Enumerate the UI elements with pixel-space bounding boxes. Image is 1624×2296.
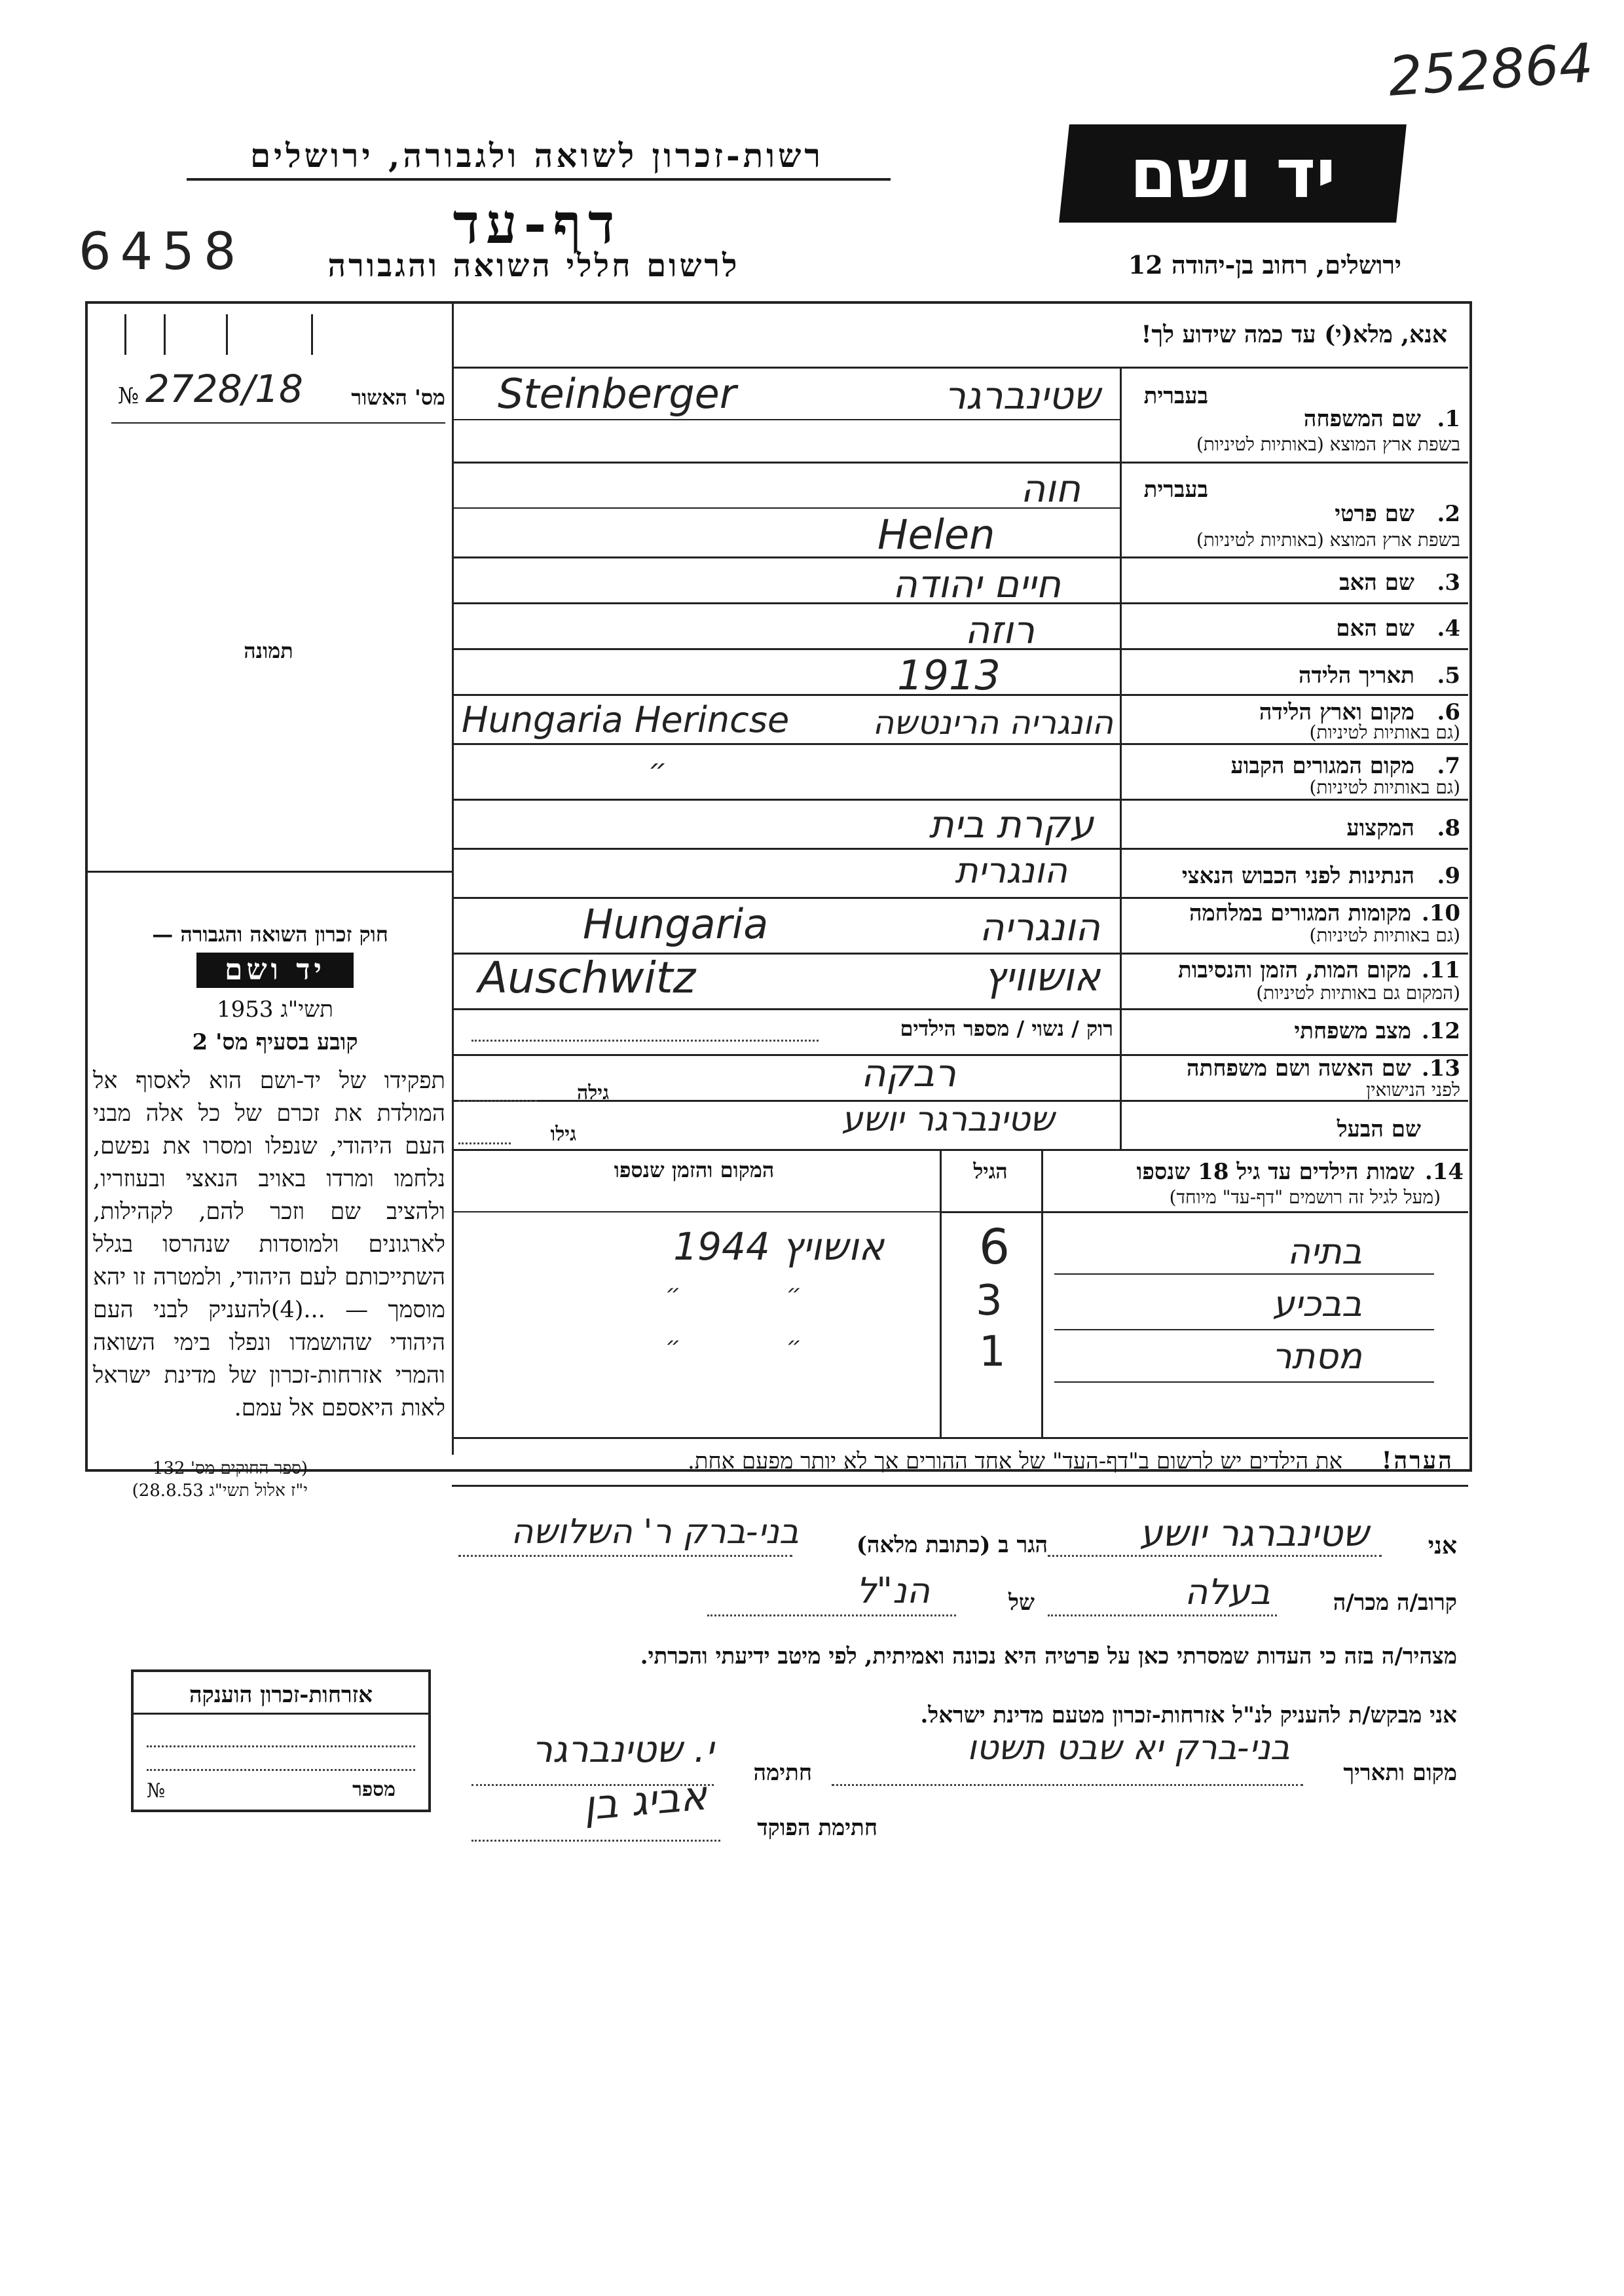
field-10-latin-value: Hungaria bbox=[583, 900, 769, 948]
field-2-hebrew-value: חוה bbox=[1020, 466, 1080, 511]
institution-name: רשות-זכרון לשואה ולגבורה, ירושלים bbox=[249, 136, 824, 175]
field-8-label: המקצוע bbox=[1346, 815, 1414, 841]
approval-tick bbox=[164, 314, 166, 355]
field-7-sublabel: (גם באותיות לטיניות) bbox=[1309, 776, 1460, 798]
declaration-ani: אני bbox=[1428, 1532, 1457, 1559]
officer-value: אביג בן bbox=[581, 1771, 709, 1830]
instruction-text: אנא, מלא(י) עד כמה שידוע לך! bbox=[1141, 321, 1447, 348]
law-clause: קובע בסעיף מס' 2 bbox=[192, 1029, 358, 1055]
form-number: 6458 bbox=[79, 223, 246, 282]
field-7-value: ״ bbox=[648, 753, 667, 786]
children-col-divider bbox=[1041, 1149, 1043, 1437]
field-2-label: שם פרטי bbox=[1335, 501, 1414, 527]
law-citation-2: י"ז אלול תשי"ג 28.8.53) bbox=[132, 1481, 308, 1501]
child-row-rule bbox=[1054, 1381, 1434, 1383]
of-dots bbox=[707, 1614, 956, 1616]
field-13-age-label: גילה bbox=[576, 1082, 609, 1104]
field-6-sublabel: (גם באותיות לטיניות) bbox=[1309, 721, 1460, 743]
officer-label: חתימת הפוקד bbox=[757, 1815, 877, 1841]
of-value: הנ"ל bbox=[856, 1570, 930, 1611]
law-heading: חוק זכרון השואה והגבורה — bbox=[152, 922, 388, 947]
field-13-value: רבקה bbox=[860, 1051, 956, 1095]
declaration-living-label: הגר ב (כתובת מלאה) bbox=[856, 1532, 1048, 1558]
left-column-divider bbox=[452, 302, 454, 1455]
field-13-sublabel: לפני הנישואין bbox=[1366, 1079, 1460, 1101]
row-rule bbox=[452, 897, 1468, 899]
place-date-dots bbox=[832, 1784, 1303, 1786]
institution-underline bbox=[187, 178, 891, 181]
field-8-number: 8. bbox=[1437, 815, 1460, 841]
note-top-rule bbox=[452, 1437, 1468, 1439]
place-date-value: בני-ברק יא שבט תשטו bbox=[967, 1728, 1290, 1768]
address: ירושלים, רחוב בן-יהודה 12 bbox=[1128, 250, 1401, 280]
photo-label: תמונה bbox=[244, 638, 293, 663]
field-2-hebrew-tag: בעברית bbox=[1143, 477, 1208, 503]
citizenship-box-number-label: מספר bbox=[352, 1778, 396, 1801]
row-rule bbox=[452, 1008, 1468, 1010]
child-place: ״ ״ bbox=[665, 1332, 802, 1359]
field-2-sublabel: בשפת ארץ המוצא (באותיות לטיניות) bbox=[1196, 529, 1460, 551]
field-8-value: עקרת בית bbox=[929, 802, 1094, 847]
approval-label: מס' האשור bbox=[351, 385, 445, 410]
field-4-value: רוזה bbox=[965, 608, 1035, 652]
approval-no-sign: № bbox=[118, 383, 139, 409]
field-3-label: שם האב bbox=[1339, 570, 1414, 596]
note-bottom-rule bbox=[452, 1485, 1468, 1487]
declaration-address-dots bbox=[458, 1555, 792, 1557]
field-6-label: מקום וארץ הלידה bbox=[1259, 699, 1414, 725]
children-subtitle: (מעל לגיל זה רושמים "דף-עד" מיוחד) bbox=[1169, 1186, 1441, 1208]
law-logo: יד ושם bbox=[196, 953, 354, 988]
field-2-number: 2. bbox=[1437, 501, 1460, 527]
law-citation-1: (ספר החוקים מס' 132 bbox=[152, 1459, 308, 1478]
children-header-rule bbox=[452, 1211, 940, 1212]
field-10-hebrew-value: הונגריה bbox=[979, 905, 1100, 949]
note-label: הערה! bbox=[1381, 1447, 1454, 1474]
row-rule bbox=[452, 799, 1468, 801]
field-12-number: 12. bbox=[1421, 1018, 1460, 1044]
yad-vashem-logo bbox=[1059, 124, 1407, 223]
field-11-number: 11. bbox=[1421, 957, 1460, 983]
field-5-value: 1913 bbox=[897, 651, 1001, 699]
photo-bottom-rule bbox=[86, 871, 453, 873]
child-age: 1 bbox=[979, 1328, 1006, 1376]
field-6-hebrew-value: הונגריה הרינטשה bbox=[872, 704, 1113, 742]
child-age: 6 bbox=[979, 1219, 1010, 1275]
field-10-number: 10. bbox=[1421, 900, 1460, 926]
form-title: דף-עד bbox=[452, 191, 621, 256]
child-place: ״ ״ bbox=[665, 1280, 802, 1307]
logo-text: יד ושם bbox=[1130, 134, 1336, 213]
declaration-name-dots bbox=[1048, 1555, 1382, 1557]
field-9-label: הנתינות לפני הכבוש הנאצי bbox=[1181, 863, 1414, 889]
place-date-label: מקום ותאריך bbox=[1343, 1760, 1457, 1786]
child-place: אושויץ 1944 bbox=[673, 1224, 884, 1269]
declaration-name: שטינברגר יושע bbox=[1139, 1512, 1369, 1555]
field-1-label: שם המשפחה bbox=[1303, 406, 1421, 432]
field-12-dotted-line bbox=[471, 1040, 819, 1042]
field-3-number: 3. bbox=[1437, 570, 1460, 596]
citizenship-box-dots bbox=[147, 1745, 415, 1747]
field-3-value: חיים יהודה bbox=[893, 562, 1061, 606]
field-7-number: 7. bbox=[1437, 753, 1460, 779]
approval-tick bbox=[124, 314, 126, 355]
officer-dots bbox=[471, 1840, 720, 1842]
field-11-sublabel: (המקום גם באותיות לטיניות) bbox=[1256, 982, 1460, 1004]
signature-value: י. שטינברגר bbox=[532, 1728, 714, 1771]
signature-label: חתימה bbox=[753, 1760, 812, 1786]
relation-dots bbox=[1048, 1614, 1277, 1616]
field-11-latin-value: Auschwitz bbox=[478, 953, 696, 1003]
children-age-header: הגיל bbox=[973, 1159, 1008, 1184]
field-11-hebrew-value: אושוויץ bbox=[984, 955, 1100, 1000]
child-row-rule bbox=[1054, 1329, 1434, 1330]
relation-value: בעלה bbox=[1185, 1571, 1270, 1613]
child-name: בבכיע bbox=[1272, 1283, 1362, 1324]
field-13-label: שם האשה ושם משפחתה bbox=[1187, 1055, 1411, 1082]
field-4-label: שם האם bbox=[1336, 615, 1414, 642]
relation-label: קרוב/ה מכר/ה bbox=[1333, 1590, 1457, 1616]
children-title: שמות הילדים עד גיל 18 שנספו bbox=[1136, 1159, 1414, 1185]
field-12-label: מצב משפחתי bbox=[1294, 1018, 1411, 1044]
declaration-request: אני מבקש/ת להעניק לנ"ל אזרחות-זכרון מטעם מדינת ישראל. bbox=[920, 1702, 1457, 1728]
row-rule bbox=[452, 419, 1120, 420]
field-5-number: 5. bbox=[1437, 663, 1460, 689]
citizenship-box-rule bbox=[134, 1713, 428, 1715]
husband-age-label: גילו bbox=[550, 1123, 576, 1146]
citizenship-box bbox=[131, 1669, 431, 1812]
archive-number: 252864 bbox=[1386, 32, 1595, 109]
children-place-header: המקום והזמן שנספו bbox=[614, 1157, 775, 1182]
form-purpose: לרשום חללי השואה והגבורה bbox=[327, 247, 740, 284]
instruction-rule bbox=[452, 367, 1468, 369]
approval-tick bbox=[311, 314, 313, 355]
field-6-number: 6. bbox=[1437, 699, 1460, 725]
field-1-latin-value: Steinberger bbox=[498, 370, 737, 418]
field-5-label: תאריך הלידה bbox=[1298, 663, 1414, 689]
approval-number: 2728/18 bbox=[145, 367, 303, 411]
label-column-divider bbox=[1120, 367, 1122, 1149]
field-1-sublabel: בשפת ארץ המוצא (באותיות לטיניות) bbox=[1196, 433, 1460, 455]
citizenship-box-dots bbox=[147, 1769, 415, 1771]
child-name: בתיה bbox=[1287, 1231, 1362, 1272]
husband-value: שטינברגר יושע bbox=[841, 1100, 1054, 1139]
row-rule bbox=[452, 1149, 1468, 1151]
field-13-number: 13. bbox=[1421, 1055, 1460, 1082]
field-12-options: רוק / נשוי / מספר הילדים bbox=[900, 1016, 1113, 1041]
field-6-latin-value: Hungaria Herincse bbox=[462, 699, 790, 740]
husband-age-dots bbox=[458, 1142, 511, 1144]
field-10-label: מקומות המגורים במלחמה bbox=[1189, 900, 1411, 926]
approval-tick bbox=[226, 314, 228, 355]
children-header-rule bbox=[940, 1211, 1468, 1213]
field-11-label: מקום המות, הזמן והנסיבות bbox=[1177, 957, 1411, 983]
husband-label: שם הבעל bbox=[1337, 1116, 1421, 1142]
approval-rule bbox=[111, 422, 445, 424]
field-10-sublabel: (גם באותיות לטיניות) bbox=[1309, 924, 1460, 946]
law-year: תשי"ג 1953 bbox=[217, 996, 333, 1023]
field-1-number: 1. bbox=[1437, 406, 1460, 432]
field-9-number: 9. bbox=[1437, 863, 1460, 889]
row-rule bbox=[452, 462, 1468, 464]
note-text: את הילדים יש לרשום ב"דף-העד" של אחד ההורים אך לא יותר מפעם אחת. bbox=[688, 1448, 1342, 1474]
child-name: מסתר bbox=[1272, 1336, 1362, 1377]
law-text: תפקידו של יד-ושם הוא לאסוף אל המולדת את זכרם של כל אלה מבני העם היהודי, שנפלו ומסרו את נפשם, נלחמו ומרדו באויב הנאצי ובעוזריו, ולהציב שם וזכר להם, לקהילות, לארגונים ולמוסדות שנהרסו בגלל השתייכותם לעם היהודי, ולמטרה זו יהא מוסמך — ...(4)להעניק לבני העם היהודי שהושמדו ונפלו בימי השואה והמרי אזרחות-זכרון של מדינת ישראל לאות היאספם אל עמם. bbox=[93, 1068, 445, 1421]
citizenship-box-no-sign: № bbox=[147, 1779, 166, 1802]
children-number: 14. bbox=[1424, 1159, 1464, 1185]
declaration-address: בני-ברק ר' השלושה bbox=[511, 1512, 799, 1552]
field-13-age-dots bbox=[458, 1100, 537, 1102]
children-col-divider bbox=[940, 1149, 942, 1437]
declaration-statement: מצהיר/ה בזה כי העדות שמסרתי כאן על פרטיה היא נכונה ואמיתית, לפי מיטב ידיעתי והכרתי. bbox=[640, 1643, 1457, 1669]
child-row-rule bbox=[1054, 1273, 1434, 1275]
field-4-number: 4. bbox=[1437, 615, 1460, 642]
field-7-label: מקום המגורים הקבוע bbox=[1230, 753, 1414, 779]
field-9-value: הונגרית bbox=[955, 850, 1067, 891]
citizenship-box-title: אזרחות-זכרון הוענקה bbox=[189, 1682, 373, 1708]
field-1-hebrew-tag: בעברית bbox=[1143, 383, 1208, 409]
of-label: של bbox=[1008, 1590, 1035, 1616]
field-1-hebrew-value: שטינברגר bbox=[944, 373, 1100, 418]
field-2-latin-value: Helen bbox=[877, 511, 995, 558]
child-age: 3 bbox=[976, 1277, 1003, 1325]
